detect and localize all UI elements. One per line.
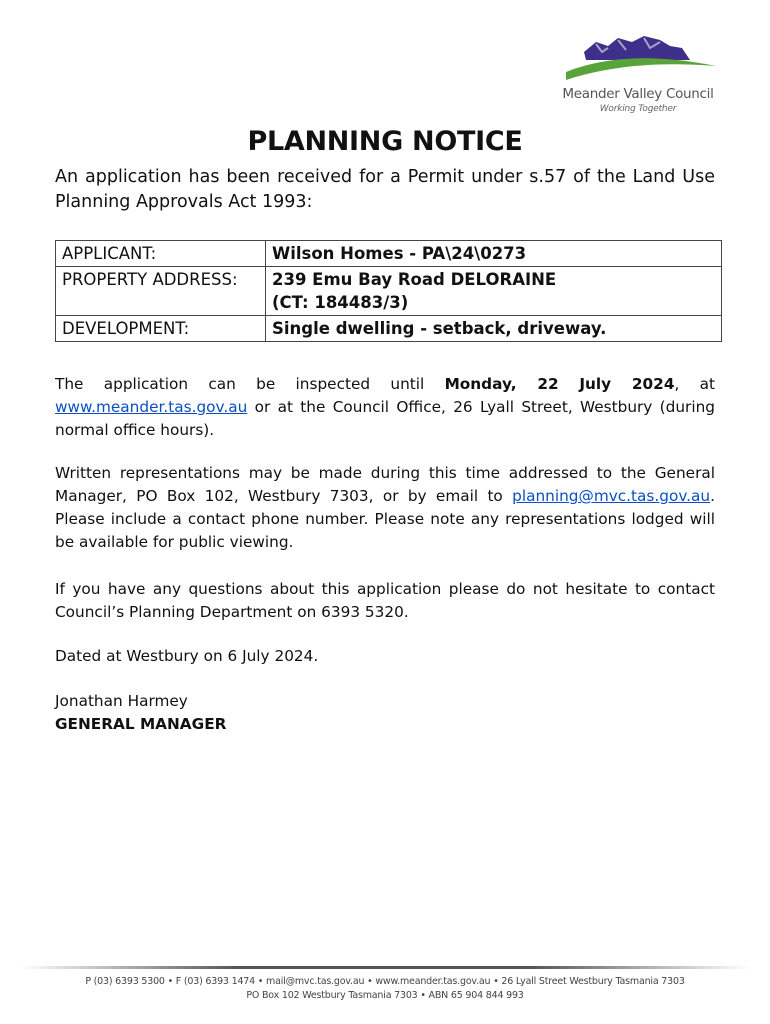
footer-divider — [20, 966, 750, 969]
footer-address-line: PO Box 102 Westbury Tasmania 7303 • ABN 65 904 844 993 — [246, 990, 524, 1001]
council-logo — [556, 32, 720, 118]
address-street: 239 Emu Bay Road DELORAINE — [272, 270, 557, 289]
inspection-text-end: or at the Council Office, 26 Lyall Street, Westbury (during normal office hours). — [55, 398, 715, 439]
council-name: Meander Valley Council — [562, 86, 714, 102]
questions-paragraph: If you have any questions about this application please do not hesitate to contact Council’s Planning Department on 6393 5320. — [55, 580, 715, 621]
application-details-table — [55, 240, 722, 342]
signature-block — [55, 690, 715, 736]
development-value: Single dwelling - setback, driveway. — [266, 316, 722, 342]
representations-paragraph — [55, 462, 715, 554]
website-link[interactable]: www.meander.tas.gov.au — [55, 398, 248, 416]
representations-text: Written representations may be made during this time addressed to the General Manager, PO Box 102, Westbury 7303, or by email to — [55, 464, 715, 505]
inspection-text-mid: , at — [674, 375, 715, 393]
signatory-name: Jonathan Harmey — [55, 692, 188, 710]
council-tagline: Working Together — [599, 104, 677, 114]
representations-text-end: . Please include a contact phone number. Please note any representations lodged will be available for public viewing. — [55, 487, 715, 551]
signatory-title: GENERAL MANAGER — [55, 715, 227, 733]
development-label: DEVELOPMENT: — [56, 316, 266, 342]
closing-date: Monday, 22 July 2024 — [444, 375, 675, 393]
council-logo-mark — [556, 32, 720, 88]
intro-text: An application has been received for a Permit under s.57 of the Land Use Planning Approvals Act 1993: — [55, 167, 715, 212]
footer-contact-line: P (03) 6393 5300 • F (03) 6393 1474 • mail@mvc.tas.gov.au • www.meander.tas.gov.au • 26 Lyall Street Westbury Tasmania 7303 — [85, 976, 685, 987]
email-link[interactable]: planning@mvc.tas.gov.au — [512, 487, 711, 505]
inspection-text: The application can be inspected until — [55, 375, 445, 393]
inspection-paragraph — [55, 373, 715, 442]
applicant-value: Wilson Homes - PA\24\0273 — [266, 241, 722, 267]
address-value — [266, 267, 722, 316]
page-title: PLANNING NOTICE — [247, 126, 523, 157]
address-title-ref: (CT: 184483/3) — [272, 293, 409, 312]
dated-line: Dated at Westbury on 6 July 2024. — [55, 647, 319, 665]
table-row — [56, 267, 722, 316]
table-row — [56, 316, 722, 342]
applicant-label: APPLICANT: — [56, 241, 266, 267]
address-label: PROPERTY ADDRESS: — [56, 267, 266, 316]
table-row — [56, 241, 722, 267]
